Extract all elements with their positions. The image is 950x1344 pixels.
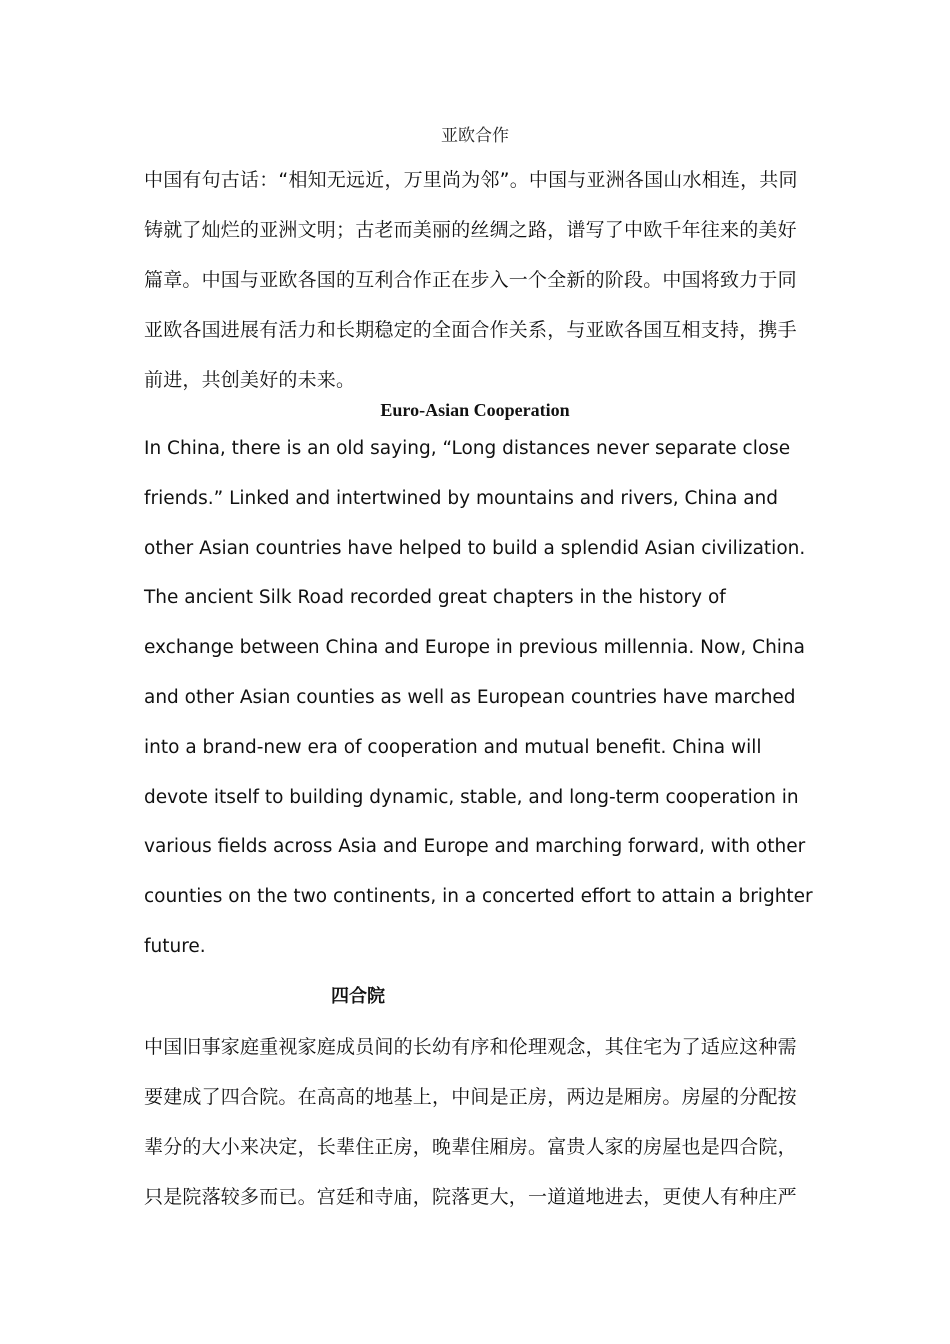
paragraph-euro-asian-en: In China, there is an old saying, “Long distances never separate close friends.” Linked and intertwined by mountains and rivers, China and other Asian countries have helped to build a splendid Asian civilization. The ancient Silk Road recorded great chapters in the history of exchange between China and Europe in previous millennia. Now, China and other Asian counties as well as European countries have marched into a brand-new era of cooperation and mutual benefit. China will devote itself to building dynamic, stable, and long-term cooperation in various fields across Asia and Europe and marching forward, with other counties on the two continents, in a concerted effort to attain a brighter future. bbox=[144, 438, 813, 957]
paragraph-euro-asian-cn: 中国有句古话：“相知无远近，万里尚为邻”。中国与亚洲各国山水相连，共同铸就了灿烂的亚洲文明；古老而美丽的丝绸之路，谱写了中欧千年往来的美好篇章。中国与亚欧各国的互利合作正在步入一个全新的阶段。中国将致力于同亚欧各国进展有活力和长期稳定的全面合作关系，与亚欧各国互相支持，携手前进，共创美好的未来。 bbox=[144, 169, 798, 391]
paragraph-siheyuan: 中国旧事家庭重视家庭成员间的长幼有序和伦理观念，其住宅为了适应这种需要建成了四合院。在高高的地基上，中间是正房，两边是厢房。房屋的分配按辈分的大小来决定，长辈住正房，晚辈住厢房。富贵人家的房屋也是四合院，只是院落较多而已。宫廷和寺庙，院落更大，一道道地进去，更使人有种庄严 bbox=[144, 1036, 797, 1208]
section-title-euro-asian-en: Euro-Asian Cooperation bbox=[380, 400, 570, 420]
section-title-siheyuan: 四合院 bbox=[331, 986, 385, 1007]
section-title-euro-asian-cn: 亚欧合作 bbox=[441, 126, 509, 146]
